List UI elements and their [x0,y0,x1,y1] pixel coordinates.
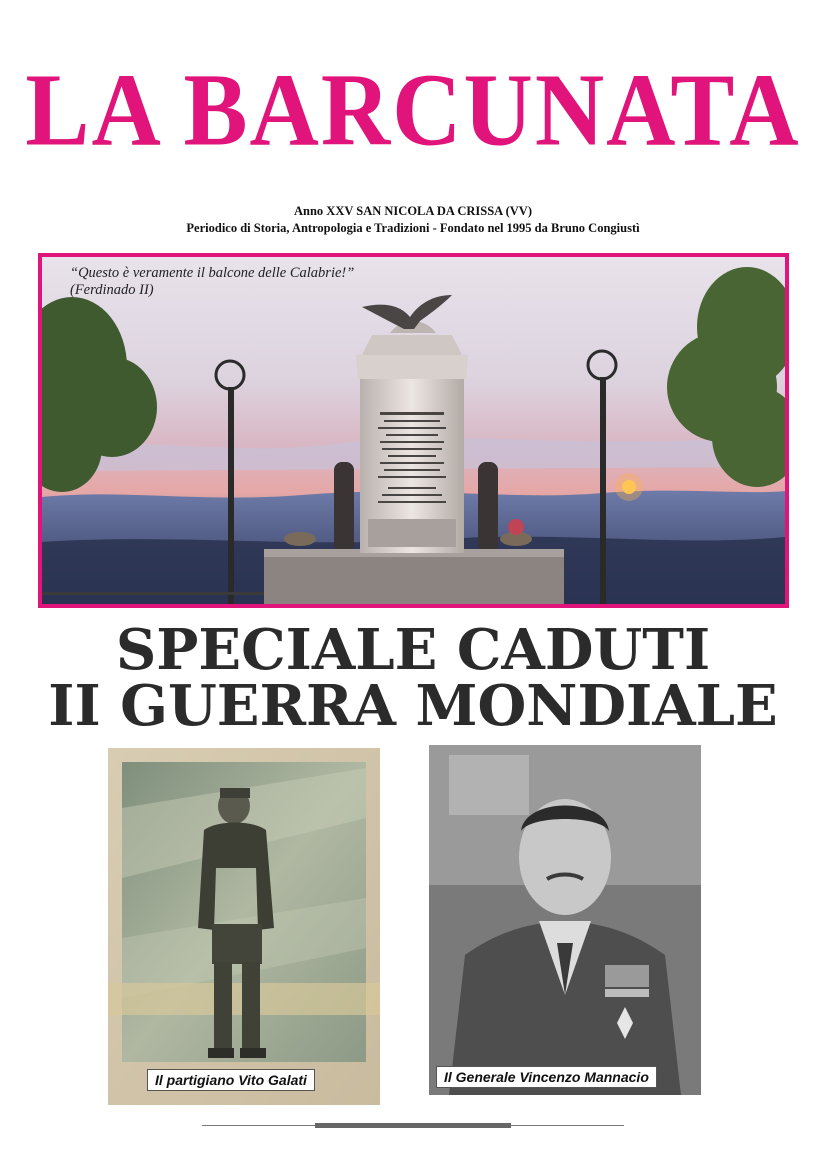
caption-general: Il Generale Vincenzo Mannacio [436,1066,657,1088]
quote-text: “Questo è veramente il balcone delle Calabrie!” [70,265,355,281]
headline-line-1: SPECIALE CADUTI [115,617,711,683]
old-photograph [108,748,380,1105]
photo-general-portrait [429,745,701,1095]
quote-attribution: (Ferdinado II) [70,282,154,299]
memorial-sunset-image [42,257,785,604]
issue-line: Anno XXV SAN NICOLA DA CRISSA (VV) [293,204,532,218]
bw-photograph [429,745,701,1095]
cover-photo-memorial [38,253,789,608]
footer-divider-accent [315,1123,511,1128]
caption-partisan: Il partigiano Vito Galati [147,1069,315,1091]
publication-description: Periodico di Storia, Antropologia e Tradizioni - Fondato nel 1995 da Bruno Congiustì [186,221,640,235]
masthead-title: LA BARCUNATA [25,51,801,168]
photo-partisan-portrait [108,748,380,1105]
hero-quote [70,265,354,300]
headline-line-2: II GUERRA MONDIALE [48,673,778,739]
